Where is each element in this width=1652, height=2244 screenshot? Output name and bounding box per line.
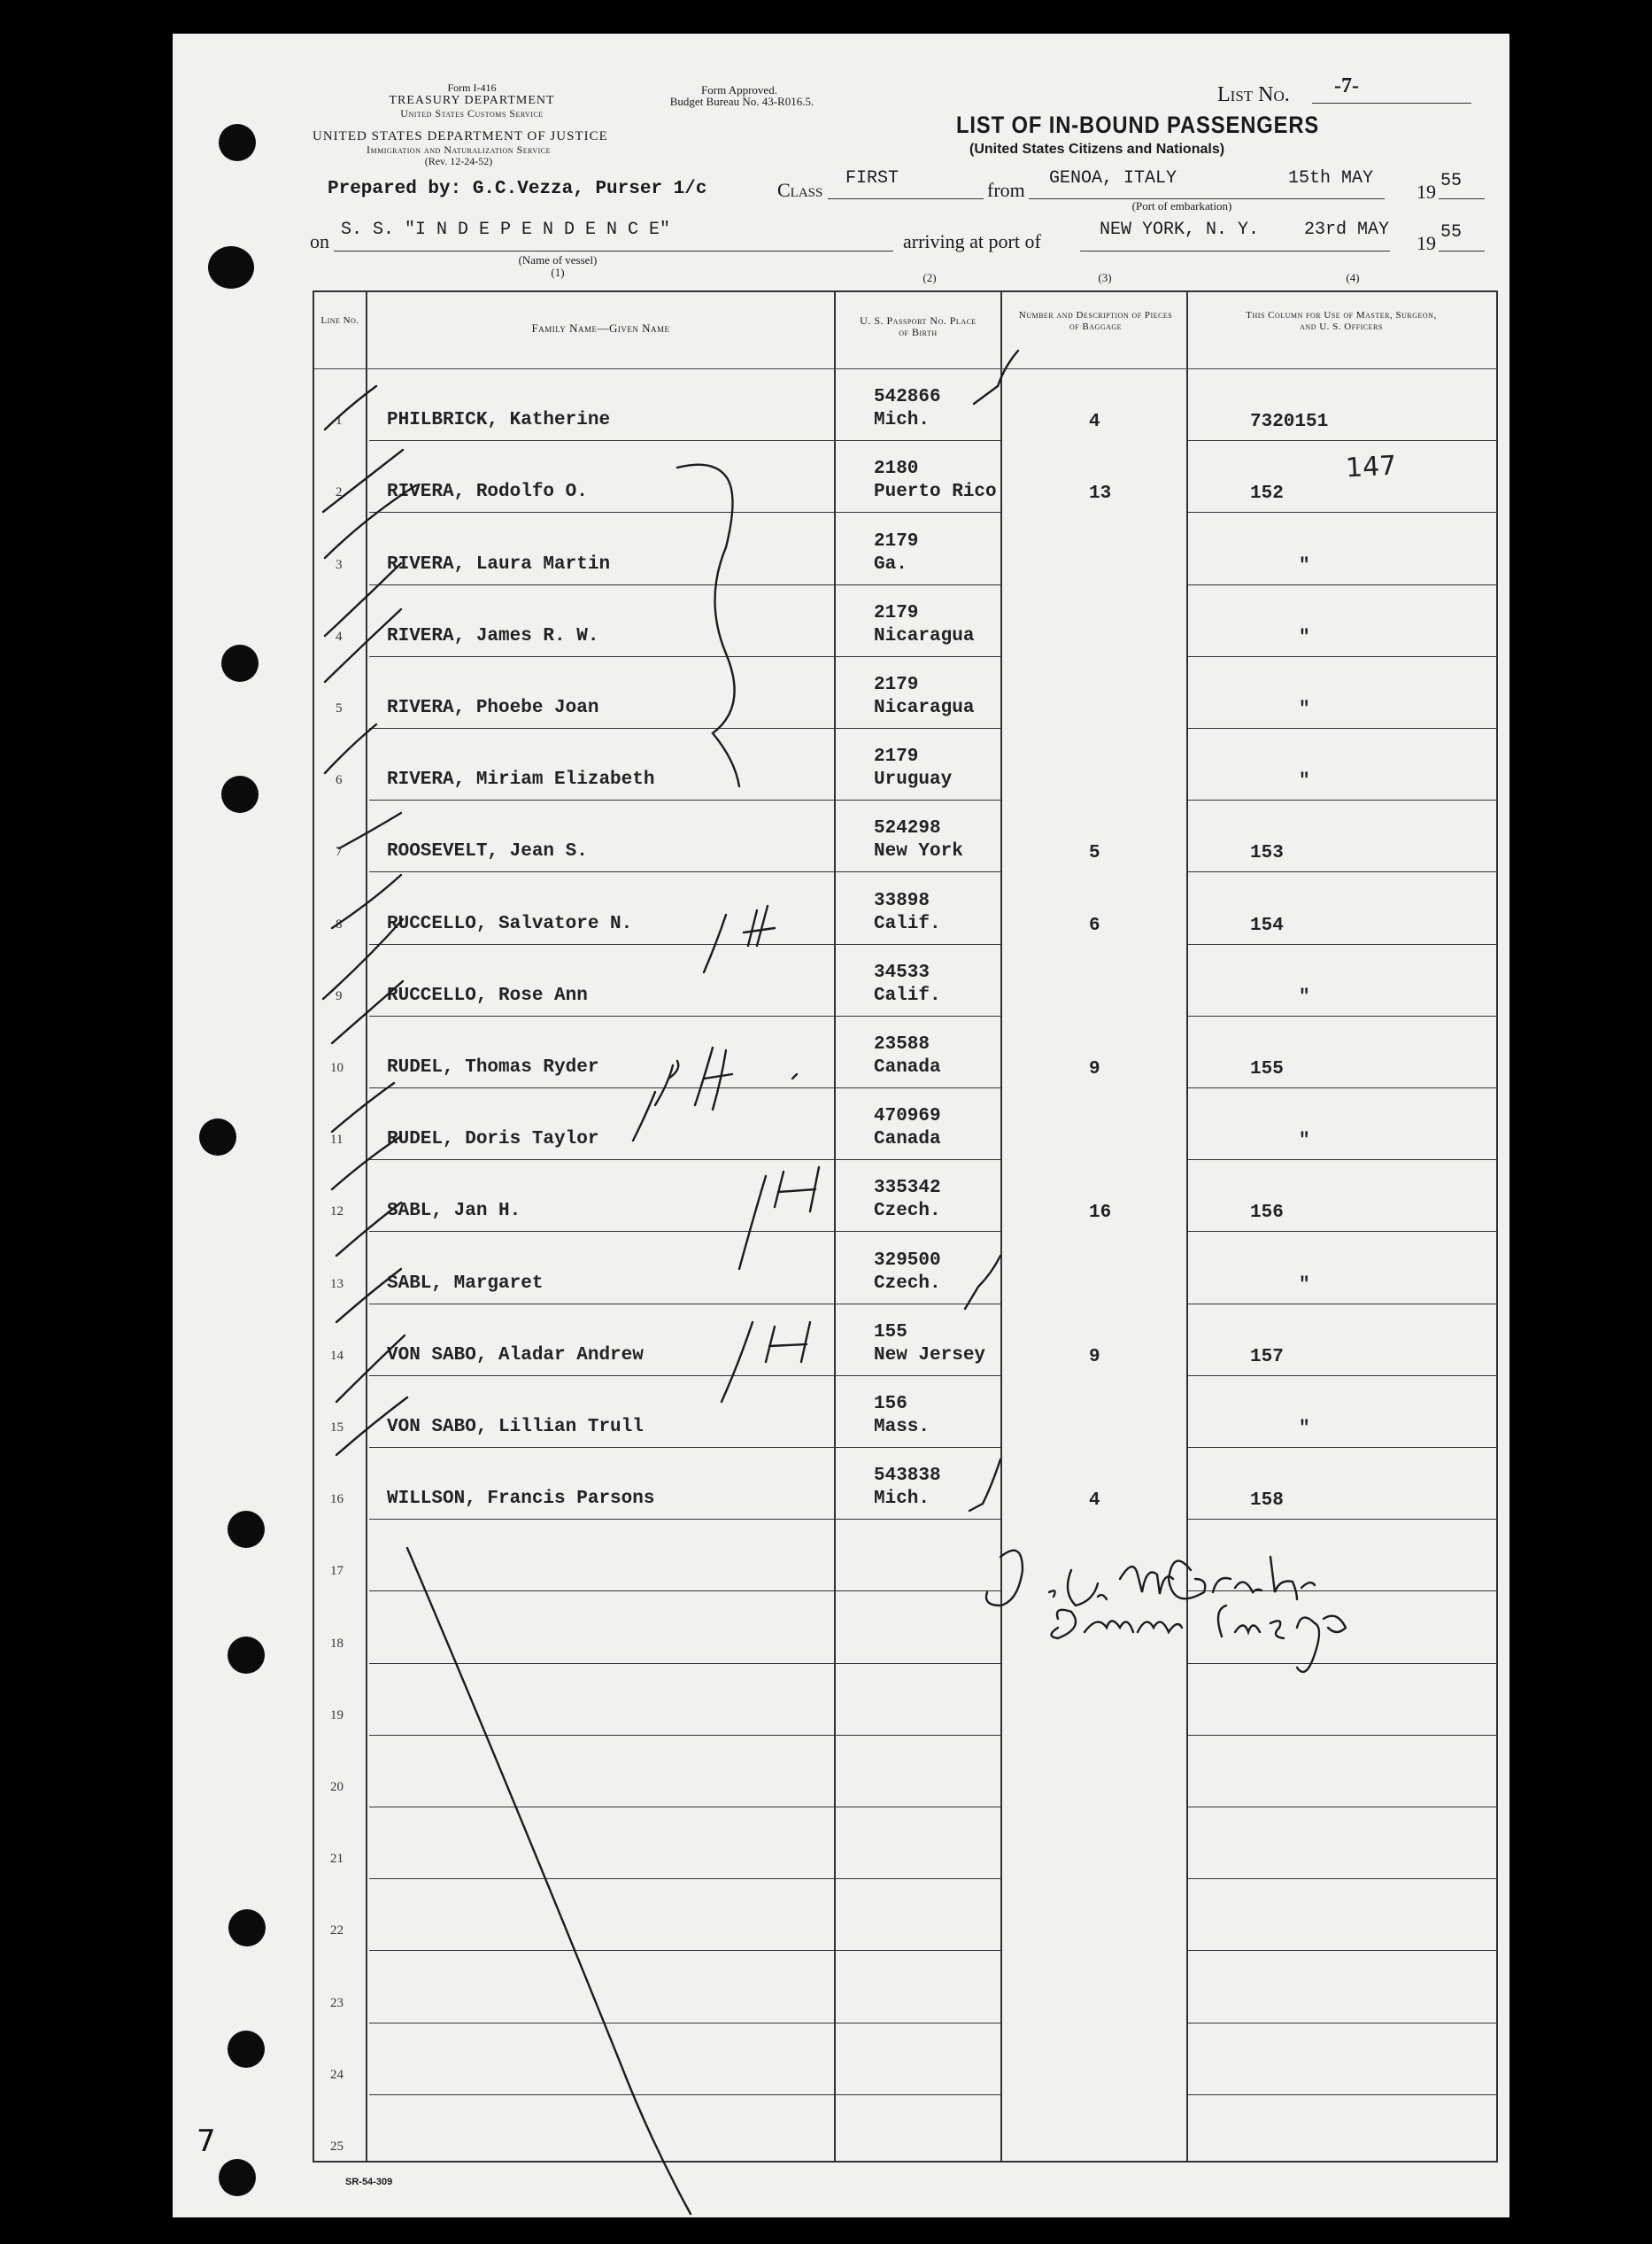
- officer-entry: 7320151: [1250, 412, 1329, 433]
- place-of-birth: New York: [874, 841, 963, 863]
- header-baggage: Number and Description of Pieces of Baggage: [1018, 310, 1173, 332]
- line-number: 22: [330, 1923, 344, 1938]
- place-of-birth: Calif.: [874, 913, 941, 934]
- line-number: 13: [330, 1276, 344, 1291]
- passport-number: 2179: [874, 602, 919, 623]
- place-of-birth: Uruguay: [874, 770, 953, 791]
- place-of-birth: Mass.: [874, 1417, 930, 1437]
- place-of-birth: Mich.: [874, 1489, 930, 1510]
- passenger-name: WILLSON, Francis Parsons: [387, 1489, 655, 1510]
- header-line-no: Line No.: [320, 315, 359, 326]
- line-number: 20: [330, 1780, 344, 1794]
- list-no-label: List No.: [1217, 83, 1290, 106]
- year-value: 55: [1440, 171, 1463, 191]
- line-number: 23: [330, 1995, 344, 2010]
- form-approved: Form Approved.: [701, 83, 777, 97]
- place-of-birth: Puerto Rico: [874, 482, 997, 503]
- line-number: 25: [330, 2140, 344, 2154]
- place-of-birth: Nicaragua: [874, 625, 975, 646]
- header-passport: U. S. Passport No. Place of Birth: [860, 314, 977, 338]
- officer-entry: 153: [1250, 843, 1284, 864]
- arriving-label: arriving at port of: [903, 230, 1041, 252]
- line-number: 17: [330, 1564, 344, 1579]
- line-number: 16: [330, 1492, 344, 1507]
- prepared-by: Prepared by: G.C.Vezza, Purser 1/c: [328, 179, 707, 199]
- passenger-name: RUCCELLO, Rose Ann: [387, 985, 588, 1006]
- passenger-name: VON SABO, Lillian Trull: [387, 1417, 644, 1437]
- corner-mark: 7: [197, 2124, 216, 2159]
- passenger-name: RIVERA, Laura Martin: [387, 553, 611, 575]
- inspector-title: [1058, 1619, 1061, 1620]
- budget-bureau: Budget Bureau No. 43-R016.5.: [669, 95, 814, 108]
- line-number: 11: [330, 1133, 344, 1148]
- page-title: LIST OF IN-BOUND PASSENGERS: [956, 112, 1320, 138]
- header-name: Family Name—Given Name: [531, 321, 670, 335]
- baggage-count: 4: [1089, 412, 1100, 433]
- arrival-year-value: 55: [1440, 222, 1463, 243]
- column-3-number: (3): [1098, 271, 1112, 284]
- place-of-birth: Mich.: [874, 410, 930, 431]
- officer-entry: ": [1299, 1274, 1310, 1296]
- on-label: on: [310, 230, 329, 252]
- column-1-number: (1): [551, 266, 565, 279]
- officer-entry: ": [1299, 555, 1310, 576]
- page-subtitle: (United States Citizens and Nationals): [969, 142, 1225, 157]
- from-port: GENOA, ITALY: [1049, 168, 1177, 189]
- passenger-name: RIVERA, Phoebe Joan: [387, 698, 599, 718]
- passenger-name: VON SABO, Aladar Andrew: [387, 1344, 644, 1366]
- passport-number: 156: [874, 1394, 907, 1414]
- passport-number: 470969: [874, 1106, 941, 1127]
- passenger-name: PHILBRICK, Katherine: [387, 410, 611, 431]
- passport-number: 34533: [874, 962, 930, 983]
- passenger-name: ROOSEVELT, Jean S.: [387, 841, 588, 863]
- line-number: 9: [336, 988, 343, 1003]
- passenger-name: RUDEL, Thomas Ryder: [387, 1057, 599, 1078]
- line-number: 19: [330, 1707, 344, 1722]
- place-of-birth: New Jersey: [874, 1344, 986, 1366]
- officer-entry: 156: [1250, 1203, 1284, 1224]
- place-of-birth: Calif.: [874, 985, 941, 1006]
- passport-number: 155: [874, 1321, 907, 1343]
- column-4-number: (4): [1346, 271, 1360, 284]
- officer-entry: ": [1299, 771, 1310, 793]
- line-number: 5: [336, 701, 343, 716]
- baggage-count: 9: [1089, 1059, 1100, 1079]
- passenger-name: SABL, Margaret: [387, 1273, 544, 1294]
- port-embark-caption: (Port of embarkation): [1131, 199, 1232, 213]
- immigration-service: Immigration and Naturalization Service: [366, 143, 551, 156]
- baggage-count: 13: [1089, 484, 1112, 505]
- officer-entry: 152: [1250, 484, 1284, 505]
- class-value: FIRST: [845, 168, 899, 189]
- header-officers: This Column for Use of Master, Surgeon, and U. S. Officers: [1246, 310, 1437, 332]
- passport-number: 2179: [874, 675, 919, 695]
- officer-entry: 158: [1250, 1490, 1284, 1512]
- baggage-count: 16: [1089, 1203, 1112, 1224]
- baggage-count: 6: [1089, 915, 1100, 936]
- passport-number: 543838: [874, 1466, 941, 1487]
- line-number: 4: [336, 629, 343, 644]
- baggage-count: 4: [1089, 1490, 1100, 1512]
- vessel-caption: (Name of vessel): [518, 253, 598, 267]
- officer-entry: ": [1299, 627, 1310, 648]
- column-2-number: (2): [922, 271, 937, 284]
- form-number: Form I-416: [447, 81, 497, 94]
- passport-number: 542866: [874, 387, 941, 408]
- place-of-birth: Canada: [874, 1129, 941, 1150]
- baggage-count: 9: [1089, 1346, 1100, 1367]
- department-name: TREASURY DEPARTMENT: [389, 94, 555, 107]
- inspector-signature: [1005, 1570, 1010, 1571]
- passenger-name: RUCCELLO, Salvatore N.: [387, 913, 633, 934]
- passenger-name: RIVERA, Rodolfo O.: [387, 482, 588, 503]
- line-number: 6: [336, 773, 343, 788]
- line-number: 7: [336, 845, 343, 860]
- officer-entry: 157: [1250, 1346, 1284, 1367]
- service-name: United States Customs Service: [400, 107, 544, 120]
- handwritten-147: 147: [1345, 450, 1398, 484]
- passenger-name: RIVERA, James R. W.: [387, 625, 599, 646]
- line-number: 8: [336, 917, 343, 932]
- line-number: 10: [330, 1061, 344, 1075]
- footer-code: SR-54-309: [345, 2177, 393, 2187]
- passport-number: 2179: [874, 530, 919, 552]
- line-number: 15: [330, 1420, 344, 1435]
- handwriting-marks: [173, 34, 1509, 2217]
- passenger-name: RIVERA, Miriam Elizabeth: [387, 770, 655, 791]
- place-of-birth: Czech.: [874, 1273, 941, 1294]
- line-number: 18: [330, 1636, 344, 1651]
- passport-number: 2180: [874, 459, 919, 480]
- arrival-port: NEW YORK, N. Y.: [1100, 220, 1260, 240]
- officer-entry: ": [1299, 1419, 1310, 1439]
- place-of-birth: Czech.: [874, 1201, 941, 1222]
- class-label: Class: [777, 179, 823, 201]
- list-no-value: -7-: [1334, 74, 1359, 97]
- arrival-date: 23rd MAY: [1304, 220, 1390, 240]
- line-number: 21: [330, 1852, 344, 1867]
- line-number: 12: [330, 1204, 344, 1219]
- passport-number: 23588: [874, 1034, 930, 1055]
- officer-entry: 155: [1250, 1059, 1284, 1079]
- passenger-name: RUDEL, Doris Taylor: [387, 1129, 599, 1150]
- vessel-name: S. S. "I N D E P E N D E N C E": [341, 220, 671, 240]
- place-of-birth: Ga.: [874, 553, 907, 575]
- justice-dept: UNITED STATES DEPARTMENT OF JUSTICE: [313, 129, 608, 143]
- place-of-birth: Nicaragua: [874, 698, 975, 718]
- revision-date: (Rev. 12-24-52): [424, 155, 493, 167]
- line-number: 2: [336, 485, 343, 500]
- line-number: 14: [330, 1348, 344, 1363]
- officer-entry: 154: [1250, 915, 1284, 936]
- officer-entry: ": [1299, 700, 1310, 720]
- baggage-count: 5: [1089, 843, 1100, 864]
- officer-entry: ": [1299, 1131, 1310, 1152]
- officer-entry: ": [1299, 987, 1310, 1008]
- passenger-name: SABL, Jan H.: [387, 1201, 521, 1222]
- passport-number: 329500: [874, 1250, 941, 1271]
- year-prefix: 19: [1417, 181, 1436, 203]
- from-label: from: [987, 179, 1025, 201]
- passport-number: 2179: [874, 747, 919, 768]
- passport-number: 33898: [874, 890, 930, 911]
- place-of-birth: Canada: [874, 1057, 941, 1078]
- passport-number: 524298: [874, 818, 941, 840]
- arrival-year-prefix: 19: [1417, 232, 1436, 254]
- line-number: 24: [330, 2067, 344, 2082]
- passport-number: 335342: [874, 1178, 941, 1199]
- document-page: [173, 34, 1509, 2217]
- departure-date: 15th MAY: [1288, 168, 1374, 189]
- line-number: 1: [336, 414, 343, 429]
- line-number: 3: [336, 557, 343, 572]
